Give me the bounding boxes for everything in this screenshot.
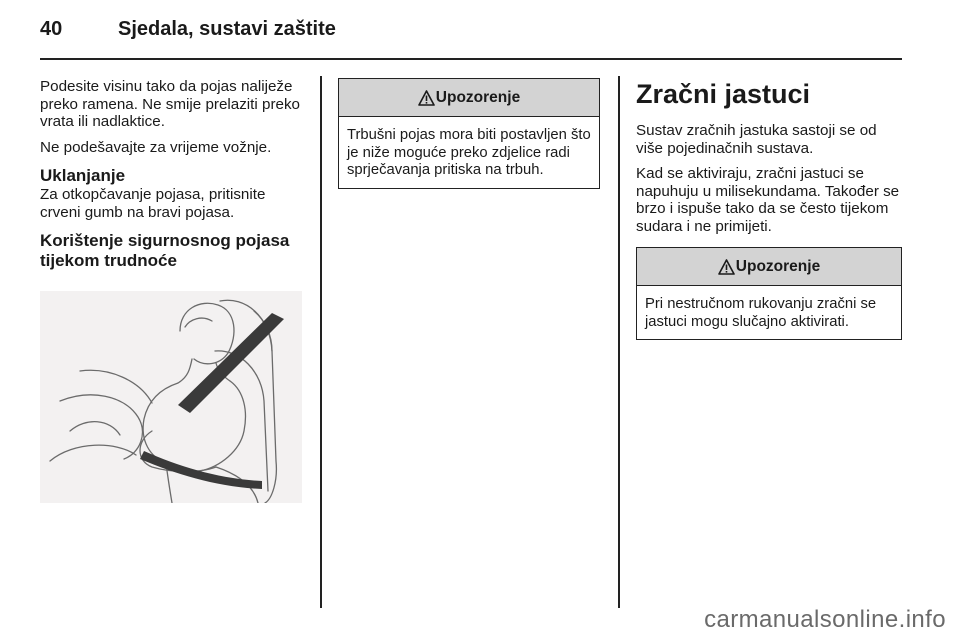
warning-triangle-icon (418, 90, 435, 106)
column-divider-1 (320, 76, 322, 608)
warning-title: Upozorenje (435, 88, 521, 106)
remove-paragraph: Za otkopčavanje pojasa, pritisnite crveni gumb na bravi pojasa. (40, 186, 266, 221)
airbag-system-paragraph: Sustav zračnih jastuka sastoji se od više pojedinačnih sustava. (636, 122, 877, 157)
watermark: carmanualsonline.info (704, 606, 946, 633)
warning-box-airbags (636, 247, 902, 340)
warning-text: Trbušni pojas mora biti postavljen što je niže moguće preko zdjelice radi sprječavanja pritiska na trbuh. (347, 127, 591, 178)
page-header (40, 18, 902, 60)
warning-title: Upozorenje (735, 257, 821, 275)
column-2 (338, 78, 600, 189)
warning-header (339, 79, 599, 117)
chapter-title: Sjedala, sustavi zaštite (118, 18, 336, 40)
pregnant-driver-seatbelt-illustration (40, 291, 302, 503)
column-3 (636, 78, 902, 340)
column-1 (40, 78, 306, 271)
page-number: 40 (40, 18, 63, 40)
airbag-activation-paragraph: Kad se aktiviraju, zračni jastuci se napuhuju u milisekundama. Također se brzo i ispuše tako da se često tijekom sudara i ne primijeti. (636, 165, 900, 235)
pregnancy-heading: Korištenje sigurnosnog pojasa tijekom trudnoće (40, 231, 290, 270)
remove-heading: Uklanjanje (40, 166, 126, 185)
no-adjust-paragraph: Ne podešavajte za vrijeme vožnje. (40, 138, 272, 156)
header-divider (40, 58, 902, 60)
warning-text: Pri nestručnom rukovanju zračni se jastuci mogu slučajno aktivirati. (645, 296, 877, 330)
column-divider-2 (618, 76, 620, 608)
seatbelt-height-paragraph: Podesite visinu tako da pojas naliježe preko ramena. Ne smije prelaziti preko vrata ili nadlaktice. (40, 78, 300, 130)
airbags-heading: Zračni jastuci (636, 79, 811, 109)
warning-box-lap-belt (338, 78, 600, 189)
warning-triangle-icon (718, 259, 735, 275)
warning-header (637, 248, 901, 286)
pregnancy-seatbelt-illustration (40, 291, 302, 503)
